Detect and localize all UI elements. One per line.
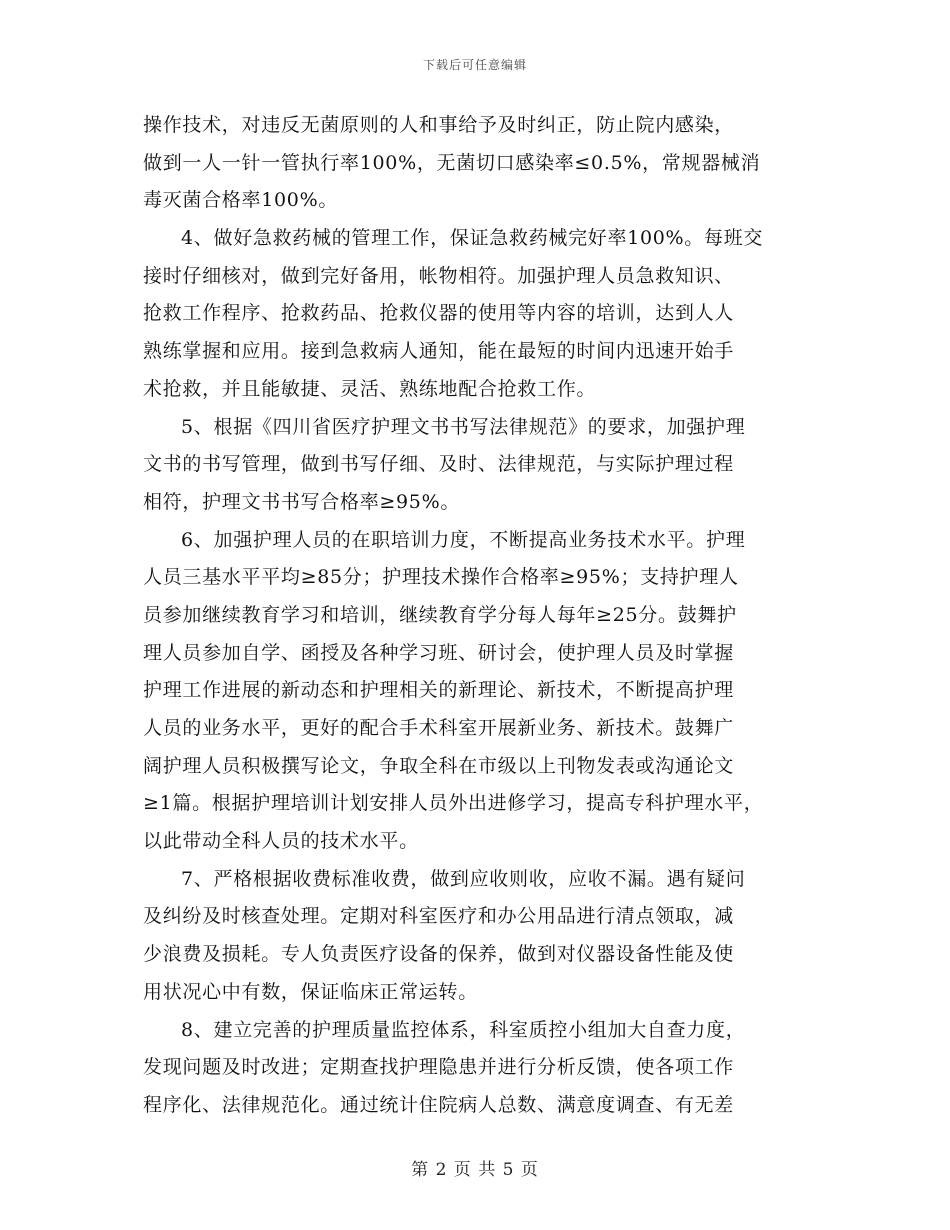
paragraph-first-line: 7、严格根据收费标准收费，做到应收则收，应收不漏。遇有疑问	[181, 867, 746, 890]
text-line: 相符，护理文书书写合格率≥95%。	[143, 490, 461, 513]
text-line: 阔护理人员积极撰写论文，争取全科在市级以上刊物发表或沟通论文	[143, 754, 735, 777]
paragraph-first-line: 4、做好急救药械的管理工作，保证急救药械完好率100%。每班交	[181, 227, 764, 250]
text-line: 做到一人一针一管执行率100%，无菌切口感染率≤0.5%，常规器械消	[143, 151, 761, 174]
paragraph-first-line: 6、加强护理人员的在职培训力度，不断提高业务技术水平。护理	[181, 528, 746, 551]
text-line: 熟练掌握和应用。接到急救病人通知，能在最短的时间内迅速开始手	[143, 340, 735, 363]
text-line: 接时仔细核对，做到完好备用，帐物相符。加强护理人员急救知识、	[143, 264, 735, 287]
page-footer: 第 2 页 共 5 页	[411, 1160, 539, 1180]
paragraph-first-line: 8、建立完善的护理质量监控体系，科室质控小组加大自查力度，	[181, 1018, 746, 1041]
page-header: 下载后可任意编辑	[422, 58, 527, 72]
text-line: 人员三基水平平均≥85分；护理技术操作合格率≥95%；支持护理人	[143, 566, 739, 589]
text-line: 及纠纷及时核查处理。定期对科室医疗和办公用品进行清点领取，减	[143, 905, 735, 928]
text-line: 用状况心中有数，保证临床正常运转。	[143, 980, 478, 1003]
text-line: 操作技术，对违反无菌原则的人和事给予及时纠正，防止院内感染，	[143, 114, 735, 136]
text-line: ≥1篇。根据护理培训计划安排人员外出进修学习，提高专科护理水平，	[143, 792, 764, 815]
text-line: 理人员参加自学、函授及各种学习班、研讨会，使护理人员及时掌握	[143, 641, 735, 664]
text-line: 少浪费及损耗。专人负责医疗设备的保养，做到对仪器设备性能及使	[143, 943, 735, 966]
body-text	[143, 107, 833, 1125]
text-line: 毒灭菌合格率100%。	[143, 189, 339, 212]
text-line: 发现问题及时改进；定期查找护理隐患并进行分析反馈，使各项工作	[143, 1056, 735, 1079]
text-line: 文书的书写管理，做到书写仔细、及时、法律规范，与实际护理过程	[143, 453, 735, 476]
text-line: 术抢救，并且能敏捷、灵活、熟练地配合抢救工作。	[143, 377, 597, 400]
text-line: 护理工作进展的新动态和护理相关的新理论、新技术，不断提高护理	[143, 679, 735, 702]
text-line: 员参加继续教育学习和培训，继续教育学分每人每年≥25分。鼓舞护	[143, 603, 737, 626]
text-line: 程序化、法律规范化。通过统计住院病人总数、满意度调查、有无差	[143, 1093, 735, 1116]
text-line: 以此带动全科人员的技术水平。	[143, 830, 419, 853]
paragraph-first-line: 5、根据《四川省医疗护理文书书写法律规范》的要求，加强护理	[181, 415, 746, 438]
text-line: 抢救工作程序、抢救药品、抢救仪器的使用等内容的培训，达到人人	[143, 302, 735, 325]
text-line: 人员的业务水平，更好的配合手术科室开展新业务、新技术。鼓舞广	[143, 717, 735, 739]
